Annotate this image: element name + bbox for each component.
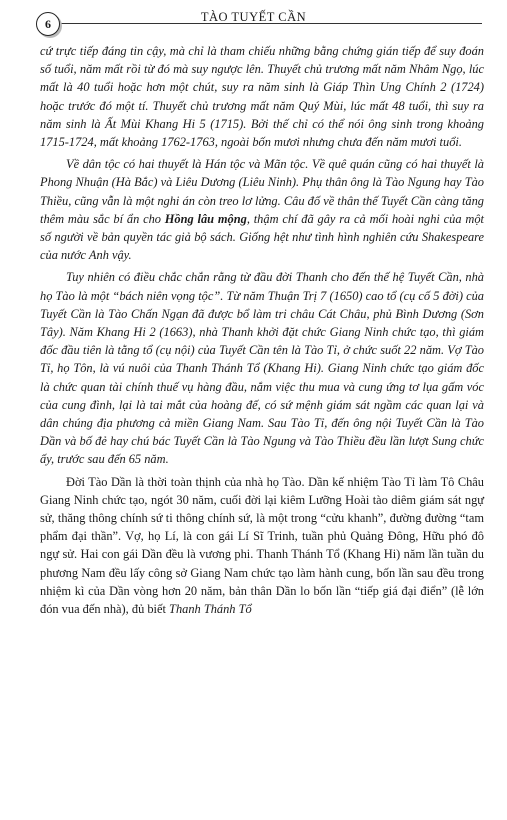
paragraph-2-text: Về dân tộc có hai thuyết là Hán tộc và Mãn tộc. Về quê quán cũng có hai thuyết là Phong Nhuận (Hà Bắc) và Liêu Dương (Liêu Ninh). Phụ thân ông là Tào Ngung hay Tào Thiều, cũng vẫn là một nghi án còn treo lơ lửng. Câu đố về thân thế Tuyết Cần càng tăng thêm màu sắc bí ẩn cho: [40, 157, 484, 226]
page-header: [0, 0, 507, 44]
paragraph-1: cứ trực tiếp đáng tin cậy, mà chỉ là tham chiếu những bằng chứng gián tiếp để suy đoán số tuổi, năm mất rồi từ đó mà suy ngược lên. Thuyết chủ trương mất năm Nhâm Ngọ, lúc mất là 40 tuổi hoặc hơn một chút, suy ra năm sinh là Giáp Thìn Ung Chính 2 (1724) hoặc trước đó một tí. Thuyết chủ trương mất năm Quý Mùi, lúc mất 48 tuổi, thì suy ra năm sinh là Ất Mùi Khang Hi 5 (1715). Bởi thế chỉ có thể nói ông sinh trong khoảng 1715-1724, mất khoảng 1762-1763, ngoài bốn mươi nhưng chưa đến năm mươi tuổi.: [40, 44, 484, 150]
page-number-badge: 6: [36, 12, 60, 36]
paragraph-2: [40, 155, 484, 264]
book-title-hong-lau-mong: Hồng lâu mộng: [164, 211, 247, 226]
paragraph-3: Tuy nhiên có điều chắc chắn rằng từ đầu đời Thanh cho đến thế hệ Tuyết Cần, nhà họ Tào là một “bách niên vọng tộc”. Từ năm Thuận Trị 7 (1650) cao tổ (cụ cố 5 đời) của Tuyết Cần là Tào Chấn Ngạn đã được bổ làm tri châu Cát Châu, phủ Bình Dương (Sơn Tây). Năm Khang Hi 2 (1663), nhà Thanh khởi đặt chức Giang Ninh chức tạo, thì giám đốc đầu tiên là tằng tổ (cụ nội) của Tuyết Cần tên là Tào Tỉ, ở chức suốt 22 năm. Vợ Tào Tỉ, họ Tôn, là vú nuôi của Thanh Thánh Tổ (Khang Hi). Giang Ninh chức tạo giám đốc là chức quan tài chính thuế vụ hàng đầu, nắm việc thu mua và cung ứng tơ lụa gấm vóc của cung đình, lại là tai mắt của hoàng đế, có sứ mệnh giám sát ngầm các quan lại và dân chúng địa phương cả miền Giang Nam. Sau Tào Tỉ, đến ông nội Tuyết Cần là Tào Dần và bố đẻ hay chú bác Tuyết Cần là Tào Ngung và Tào Thiều đều lần lượt Sung chức ấy, trước sau đến 65 năm.: [40, 270, 484, 467]
page-body: [40, 42, 484, 622]
paragraph-2-text-end: , thậm chí đã gây ra cả mối hoài nghi của một số người về bản quyền tác giả bộ sách. Giống hệt như tình hình nghiên cứu Shakespeare của nước Anh vậy.: [40, 211, 484, 263]
running-title: TÀO TUYẾT CẦN: [200, 10, 307, 24]
paragraph-4-text: Đời Tào Dần là thời toàn thịnh của nhà họ Tào. Dần kế nhiệm Tào Tỉ làm Tô Châu Giang Ninh chức tạo, ngót 30 năm, cuối đời lại kiêm Lưỡng Hoài tào diêm giám sát ngự sử, thăng thông chính sứ ti thông chính sứ, là một trong “cửu khanh”, đường đường “tam phẩm đại thần”. Vợ, họ Lí, là con gái Lí Sĩ Trinh, tuần phủ Quảng Đông, Hữu phó đô ngự sử. Hai con gái Dần đều là vương phi. Thanh Thánh Tổ (Khang Hi) năm lần tuần du phương Nam đều lấy công sở Giang Nam chức tạo làm hành cung, bốn lần sau đều trong nhiệm kì của Dần vòng hơn 20 năm, bản thân Dần lo bốn lần “tiếp giá đại điển” (lễ lớn đón vua đến nhà), đủ biết: [40, 474, 484, 617]
paragraph-4-italic-tail: Thanh Thánh Tổ: [169, 602, 252, 617]
paragraph-4: [40, 473, 484, 619]
